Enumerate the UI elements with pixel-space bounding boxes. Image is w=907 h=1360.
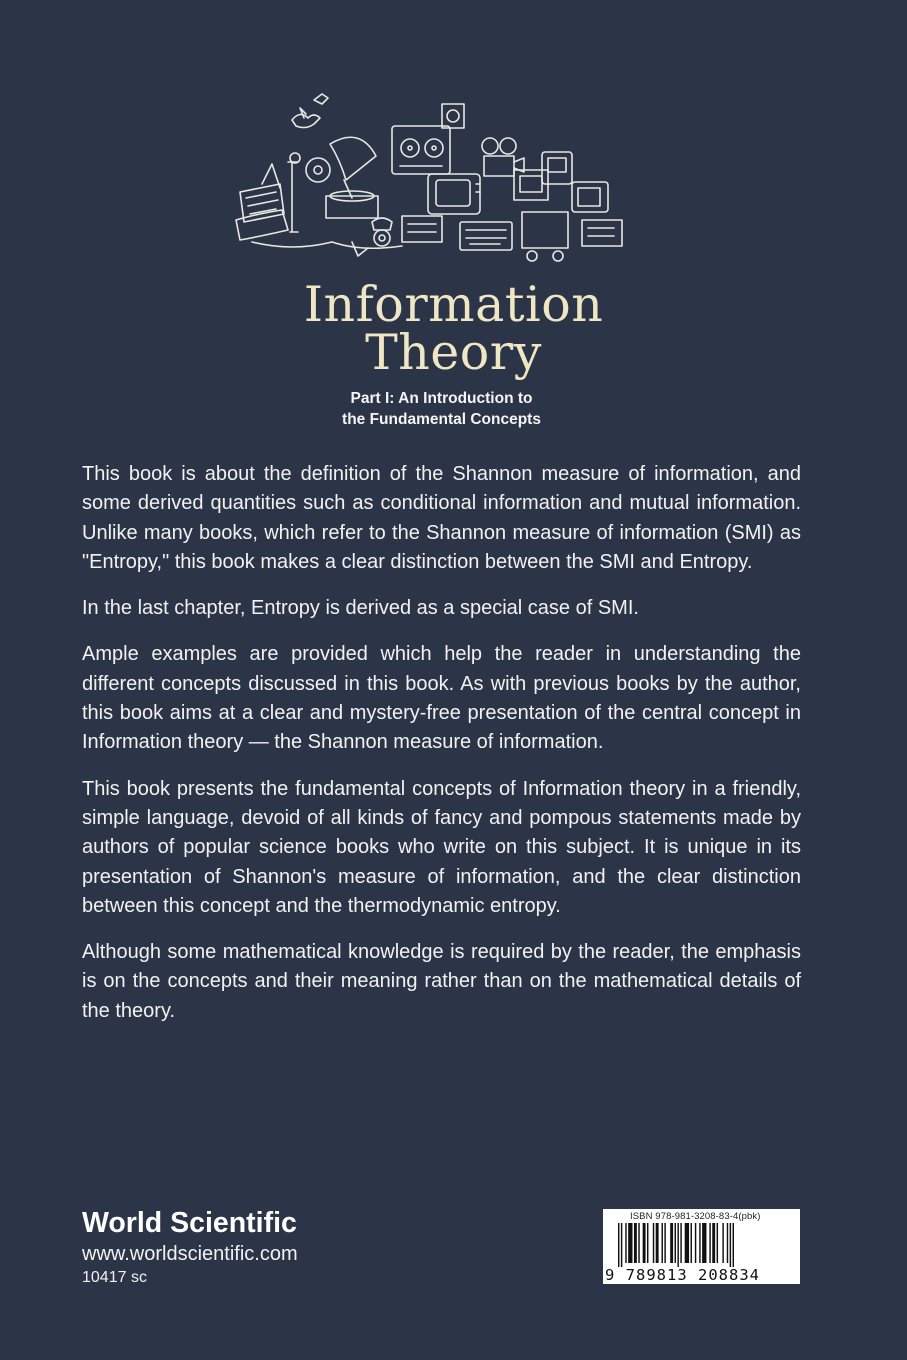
barcode-bar: [647, 1223, 648, 1263]
description-paragraph: This book is about the definition of the Shannon measure of information, and some derived quantities such as conditional information and mutual information. Unlike many books, which refer to the Shannon measure of information (SMI) as "Entropy," this book makes a clear distinction between the SMI and Entropy.: [82, 463, 801, 573]
telephone-icon: [372, 218, 392, 246]
barcode-bar: [727, 1223, 728, 1263]
barcode-bar: [656, 1223, 659, 1263]
barcode-bar: [653, 1223, 654, 1263]
scroll-icon: [236, 153, 300, 240]
description-paragraph: Ample examples are provided which help the reader in understanding the different concepts discussed in this book. As with previous books by the author, this book aims at a clear and mystery-free presentation of the central concept in Information theory — the Shannon measure of information.: [82, 643, 801, 754]
publisher-code: 10417 sc: [82, 1269, 147, 1286]
barcode-bar: [634, 1223, 637, 1263]
barcode-bar: [702, 1223, 706, 1263]
barcode-digits: 9 789813 208834: [605, 1266, 760, 1284]
barcode-bar: [712, 1223, 715, 1263]
barcode-bar: [722, 1223, 723, 1263]
film-projector-icon: [392, 104, 464, 174]
barcode-bar: [675, 1223, 676, 1263]
publisher-block: [82, 1205, 382, 1289]
barcode-bar: [621, 1223, 622, 1267]
barcode-bar: [717, 1223, 718, 1263]
description-paragraph: This book presents the fundamental concepts of Information theory in a friendly, simple language, devoid of all kinds of fancy and pompous statements made by authors of popular science books who write on this subject. It is unique in its presentation of Shannon's measure of information, and the clear distinction between this concept and the thermodynamic entropy.: [82, 777, 801, 917]
book-subtitle: [0, 388, 883, 430]
barcode-bar: [699, 1223, 700, 1263]
barcode-bar: [664, 1223, 665, 1263]
barcode-bar: [618, 1223, 619, 1267]
communication-devices-illustration: [232, 92, 637, 270]
barcode-bar: [643, 1223, 646, 1263]
subtitle-line2: the Fundamental Concepts: [342, 411, 541, 428]
book-title-line1: Information: [303, 276, 604, 333]
barcode-bar: [670, 1223, 673, 1263]
barcode-bar: [638, 1223, 639, 1263]
barcode-bar: [685, 1223, 689, 1263]
barcode-bar: [691, 1223, 692, 1263]
publisher-url: www.worldscientific.com: [82, 1243, 298, 1265]
barcode-bar: [628, 1223, 632, 1263]
barcode-bar: [733, 1223, 734, 1267]
subtitle-line1: Part I: An Introduction to: [350, 390, 533, 407]
isbn-barcode: [603, 1209, 800, 1284]
book-description: [82, 460, 801, 1043]
isbn-text: ISBN 978-981-3208-83-4(pbk): [630, 1211, 761, 1222]
barcode-bar: [730, 1223, 731, 1267]
bird-icon: [292, 94, 328, 128]
barcode-bar: [680, 1223, 681, 1263]
barcode-bars: [616, 1223, 788, 1267]
barcode-bar: [625, 1223, 626, 1263]
barcode-bar: [695, 1223, 696, 1263]
typewriter-icon: [402, 212, 622, 261]
publisher-name: World Scientific: [82, 1207, 297, 1239]
book-title-line2: Theory: [365, 324, 542, 381]
television-icon: [428, 174, 480, 214]
barcode-bar: [677, 1223, 678, 1267]
description-paragraph: Although some mathematical knowledge is required by the reader, the emphasis is on the concepts and their meaning rather than on the mathematical details of the theory.: [82, 941, 801, 1022]
barcode-bar: [662, 1223, 663, 1263]
description-paragraph: In the last chapter, Entropy is derived as a special case of SMI.: [82, 597, 639, 620]
gramophone-icon: [306, 137, 378, 218]
radio-icon: [514, 152, 608, 212]
barcode-bar: [709, 1223, 710, 1263]
